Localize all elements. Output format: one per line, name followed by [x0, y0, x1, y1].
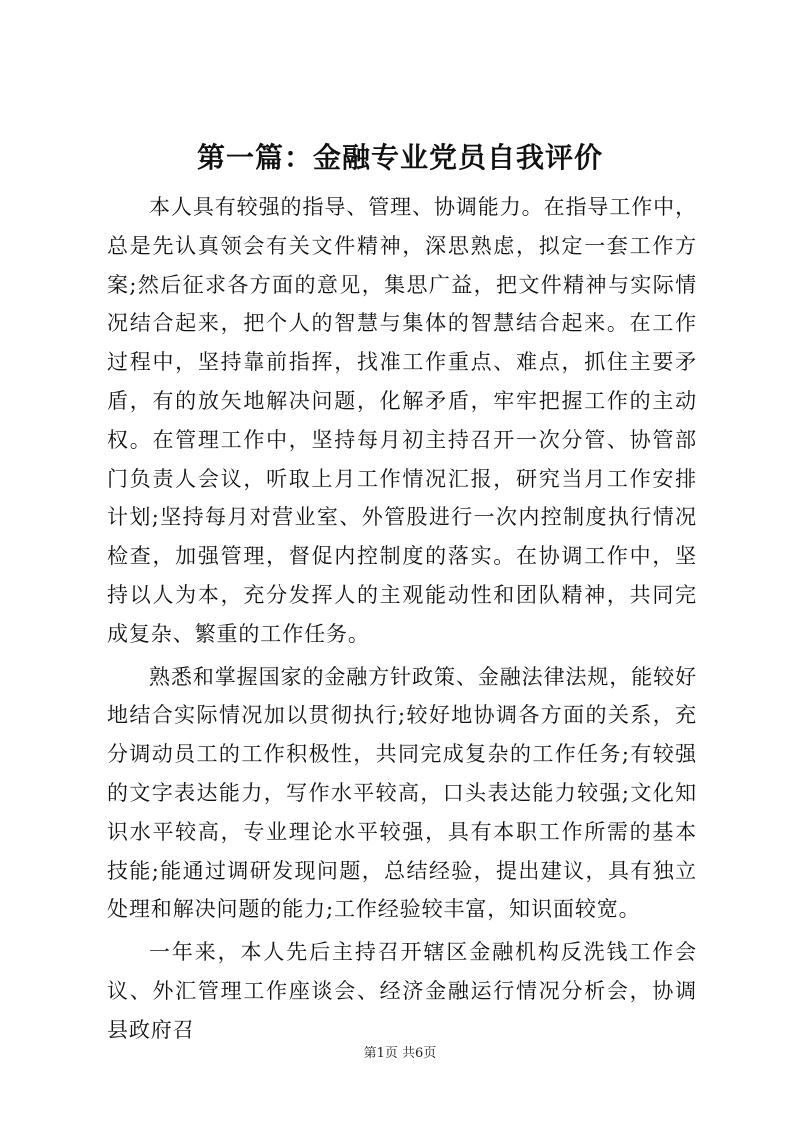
paragraph-1: 本人具有较强的指导、管理、协调能力。在指导工作中，总是先认真领会有关文件精神，深思熟虑，拟定一套工作方案;然后征求各方面的意见，集思广益，把文件精神与实际情况结合起来，把个人的智慧与集体的智慧结合起来。在工作过程中，坚持靠前指挥，找准工作重点、难点，抓住主要矛盾，有的放矢地解决问题，化解矛盾，牢牢把握工作的主动权。在管理工作中，坚持每月初主持召开一次分管、协管部门负责人会议，听取上月工作情况汇报，研究当月工作安排计划;坚持每月对营业室、外管股进行一次内控制度执行情况检查，加强管理，督促内控制度的落实。在协调工作中，坚持以人为本，充分发挥人的主观能动性和团队精神，共同完成复杂、繁重的工作任务。: [107, 195, 697, 646]
paragraph-2: 熟悉和掌握国家的金融方针政策、金融法律法规，能较好地结合实际情况加以贯彻执行;较好地协调各方面的关系，充分调动员工的工作积极性，共同完成复杂的工作任务;有较强的文字表达能力，写作水平较高，口头表达能力较强;文化知识水平较高，专业理论水平较强，具有本职工作所需的基本技能;能通过调研发现问题，总结经验，提出建议，具有独立处理和解决问题的能力;工作经验较丰富，知识面较宽。: [107, 664, 697, 922]
document-title: 第一篇：金融专业党员自我评价: [196, 141, 603, 174]
paragraph-3: 一年来，本人先后主持召开辖区金融机构反洗钱工作会议、外汇管理工作座谈会、经济金融运行情况分析会，协调县政府召: [107, 940, 697, 1042]
document-body: [107, 188, 697, 1054]
page-number-footer: 第1页 共6页: [363, 1046, 437, 1061]
